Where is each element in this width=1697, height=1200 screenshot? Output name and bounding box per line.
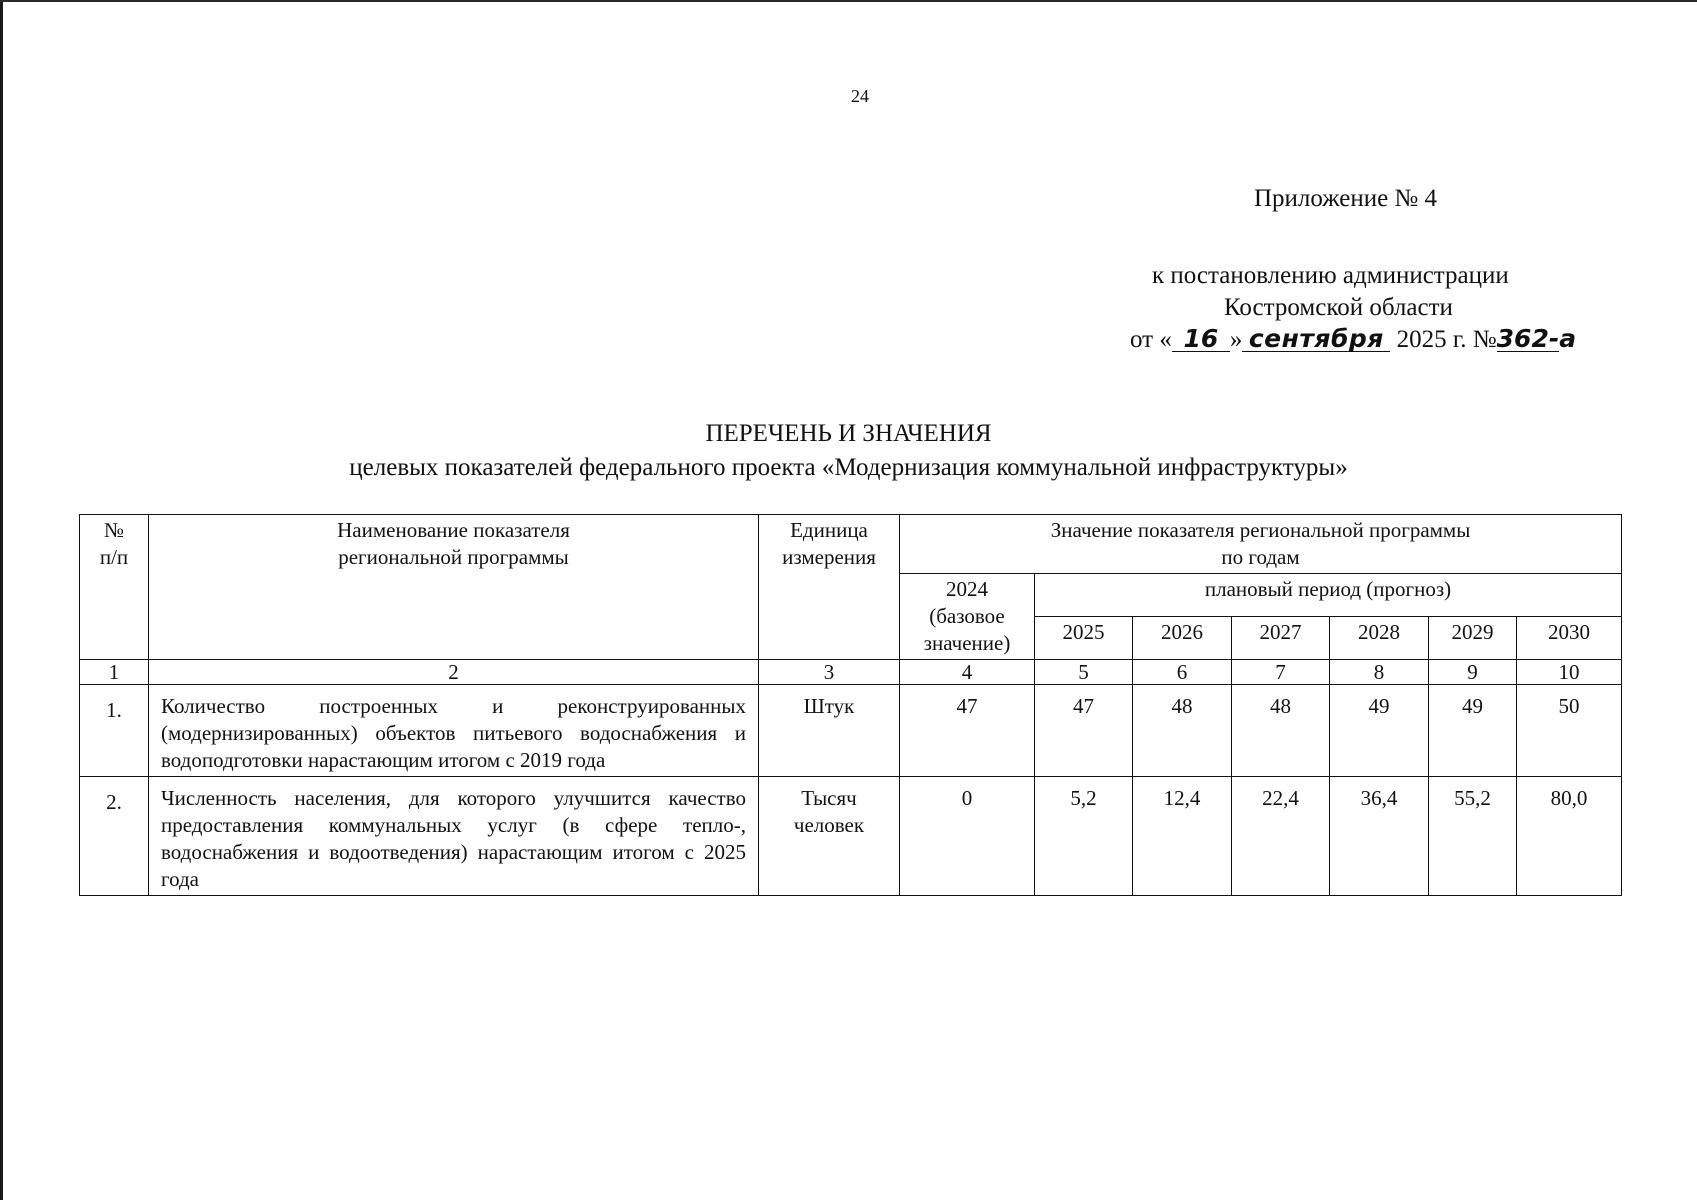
column-number: 8: [1330, 660, 1429, 685]
unit-line2: человек: [793, 813, 865, 837]
header-unit-line2: измерения: [782, 545, 876, 569]
header-base-line2: (базовое: [929, 604, 1005, 628]
handwritten-day: 16: [1172, 327, 1230, 352]
value-2030: 50: [1517, 685, 1622, 777]
header-name-line2: региональной программы: [338, 545, 569, 569]
value-2029: 49: [1429, 685, 1517, 777]
indicator-name: Численность населения, для которого улучшится качество предоставления коммунальных услуг (в сфере тепло-, водоснабжения и водоотведения) нарастающим итогом с 2025 года: [149, 777, 759, 896]
document-subtitle: целевых показателей федерального проекта «Модернизация коммунальной инфраструктуры»: [349, 454, 1348, 481]
header-name-line1: Наименование показателя: [337, 518, 570, 542]
header-row-1: [80, 515, 1622, 574]
column-number: 6: [1133, 660, 1232, 685]
value-2025: 5,2: [1035, 777, 1133, 896]
header-values-line1: Значение показателя региональной программы: [1050, 518, 1471, 542]
unit-line1: Тысяч: [801, 786, 857, 810]
row-number: 2.: [80, 777, 149, 896]
date-suffix: 2025 г. №: [1396, 326, 1497, 353]
header-num-line2: п/п: [99, 545, 129, 569]
table-row: [80, 777, 1622, 896]
value-2030: 80,0: [1517, 777, 1622, 896]
header-values: [900, 515, 1622, 574]
handwritten-number: 362-а: [1496, 324, 1577, 353]
header-base-line1: 2024: [946, 577, 988, 601]
header-planned-period: плановый период (прогноз): [1035, 574, 1622, 617]
document-title: ПЕРЕЧЕНЬ И ЗНАЧЕНИЯ: [705, 420, 992, 447]
column-number: 10: [1517, 660, 1622, 685]
scan-edge-left: [0, 0, 3, 1200]
header-num-line1: №: [103, 518, 125, 542]
appendix-decree-line: к постановлению администрации: [1152, 262, 1509, 289]
date-prefix: от «: [1130, 326, 1172, 353]
table-row: [80, 685, 1622, 777]
indicator-unit: [759, 685, 900, 777]
row-number: 1.: [80, 685, 149, 777]
column-number: 2: [149, 660, 759, 685]
column-number: 9: [1429, 660, 1517, 685]
header-year-2025: 2025: [1035, 617, 1133, 660]
header-name: [149, 515, 759, 660]
value-2029: 55,2: [1429, 777, 1517, 896]
header-unit: [759, 515, 900, 660]
column-number-row: [80, 660, 1622, 685]
header-year-2029: 2029: [1429, 617, 1517, 660]
value-2026: 48: [1133, 685, 1232, 777]
value-2028: 49: [1330, 685, 1429, 777]
header-year-2027: 2027: [1232, 617, 1330, 660]
unit-line1: Штук: [803, 694, 855, 718]
value-2024: 47: [900, 685, 1035, 777]
date-mid: »: [1229, 326, 1243, 353]
indicator-name: Количество построенных и реконструированных (модернизированных) объектов питьевого водоснабжения и водоподготовки нарастающим итогом с 2019 года: [149, 685, 759, 777]
value-2026: 12,4: [1133, 777, 1232, 896]
value-2025: 47: [1035, 685, 1133, 777]
header-num: [80, 515, 149, 660]
header-unit-line1: Единица: [790, 518, 868, 542]
header-year-2026: 2026: [1133, 617, 1232, 660]
header-year-2030: 2030: [1517, 617, 1622, 660]
value-2027: 22,4: [1232, 777, 1330, 896]
indicators-table: [79, 514, 1622, 896]
appendix-title: Приложение № 4: [1254, 185, 1438, 212]
header-values-line2: по годам: [1221, 545, 1300, 569]
column-number: 1: [80, 660, 149, 685]
appendix-region-line: Костромской области: [1224, 294, 1453, 321]
column-number: 3: [759, 660, 900, 685]
scan-edge-top: [0, 0, 1697, 2]
page-number: 24: [851, 86, 869, 106]
header-year-2028: 2028: [1330, 617, 1429, 660]
column-number: 4: [900, 660, 1035, 685]
header-base-year: [900, 574, 1035, 660]
column-number: 7: [1232, 660, 1330, 685]
value-2028: 36,4: [1330, 777, 1429, 896]
value-2024: 0: [900, 777, 1035, 896]
header-base-line3: значение): [923, 631, 1011, 655]
column-number: 5: [1035, 660, 1133, 685]
handwritten-month: сентября: [1242, 327, 1390, 352]
appendix-date-line: [1130, 324, 1577, 354]
value-2027: 48: [1232, 685, 1330, 777]
indicator-unit: [759, 777, 900, 896]
